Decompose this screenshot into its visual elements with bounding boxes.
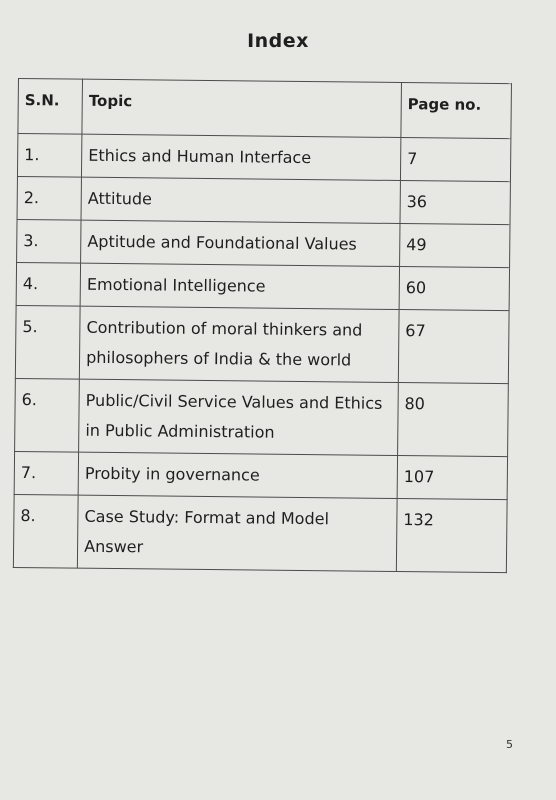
row-sn: 1. — [17, 134, 82, 178]
row-topic: Public/Civil Service Values and Ethics in Public Administration — [79, 379, 399, 455]
table-row — [17, 176, 510, 224]
header-page: Page no. — [401, 83, 512, 139]
row-sn: 2. — [17, 176, 82, 220]
row-topic: Attitude — [81, 177, 400, 223]
row-sn: 4. — [16, 262, 81, 306]
index-table — [13, 78, 512, 573]
table-row — [17, 219, 510, 267]
table-row — [15, 378, 509, 456]
row-sn: 3. — [17, 219, 82, 263]
row-page: 67 — [398, 310, 509, 384]
row-sn: 8. — [13, 494, 78, 568]
table-row — [17, 134, 510, 182]
table-row — [13, 494, 507, 572]
row-page: 132 — [396, 498, 507, 572]
row-sn: 7. — [14, 451, 79, 495]
row-topic: Ethics and Human Interface — [82, 134, 401, 180]
table-row — [15, 305, 509, 383]
row-sn: 5. — [15, 305, 80, 379]
table-row — [14, 451, 507, 499]
row-topic: Aptitude and Foundational Values — [81, 220, 400, 266]
row-page: 36 — [400, 181, 510, 225]
row-page: 7 — [400, 138, 510, 182]
page-title: Index — [247, 30, 309, 52]
row-topic: Probity in governance — [78, 452, 397, 498]
row-page: 49 — [400, 224, 510, 268]
row-topic: Contribution of moral thinkers and philosophers of India & the world — [79, 306, 399, 382]
page-number: 5 — [506, 738, 513, 751]
header-sn: S.N. — [18, 79, 83, 135]
row-page: 60 — [399, 267, 509, 311]
row-page: 107 — [397, 455, 507, 499]
table-header-row — [18, 79, 512, 139]
row-page: 80 — [398, 382, 509, 456]
row-topic: Case Study: Format and Model Answer — [77, 495, 397, 571]
row-sn: 6. — [15, 378, 80, 452]
table-row — [16, 262, 509, 310]
header-topic: Topic — [82, 79, 401, 137]
row-topic: Emotional Intelligence — [80, 263, 399, 309]
